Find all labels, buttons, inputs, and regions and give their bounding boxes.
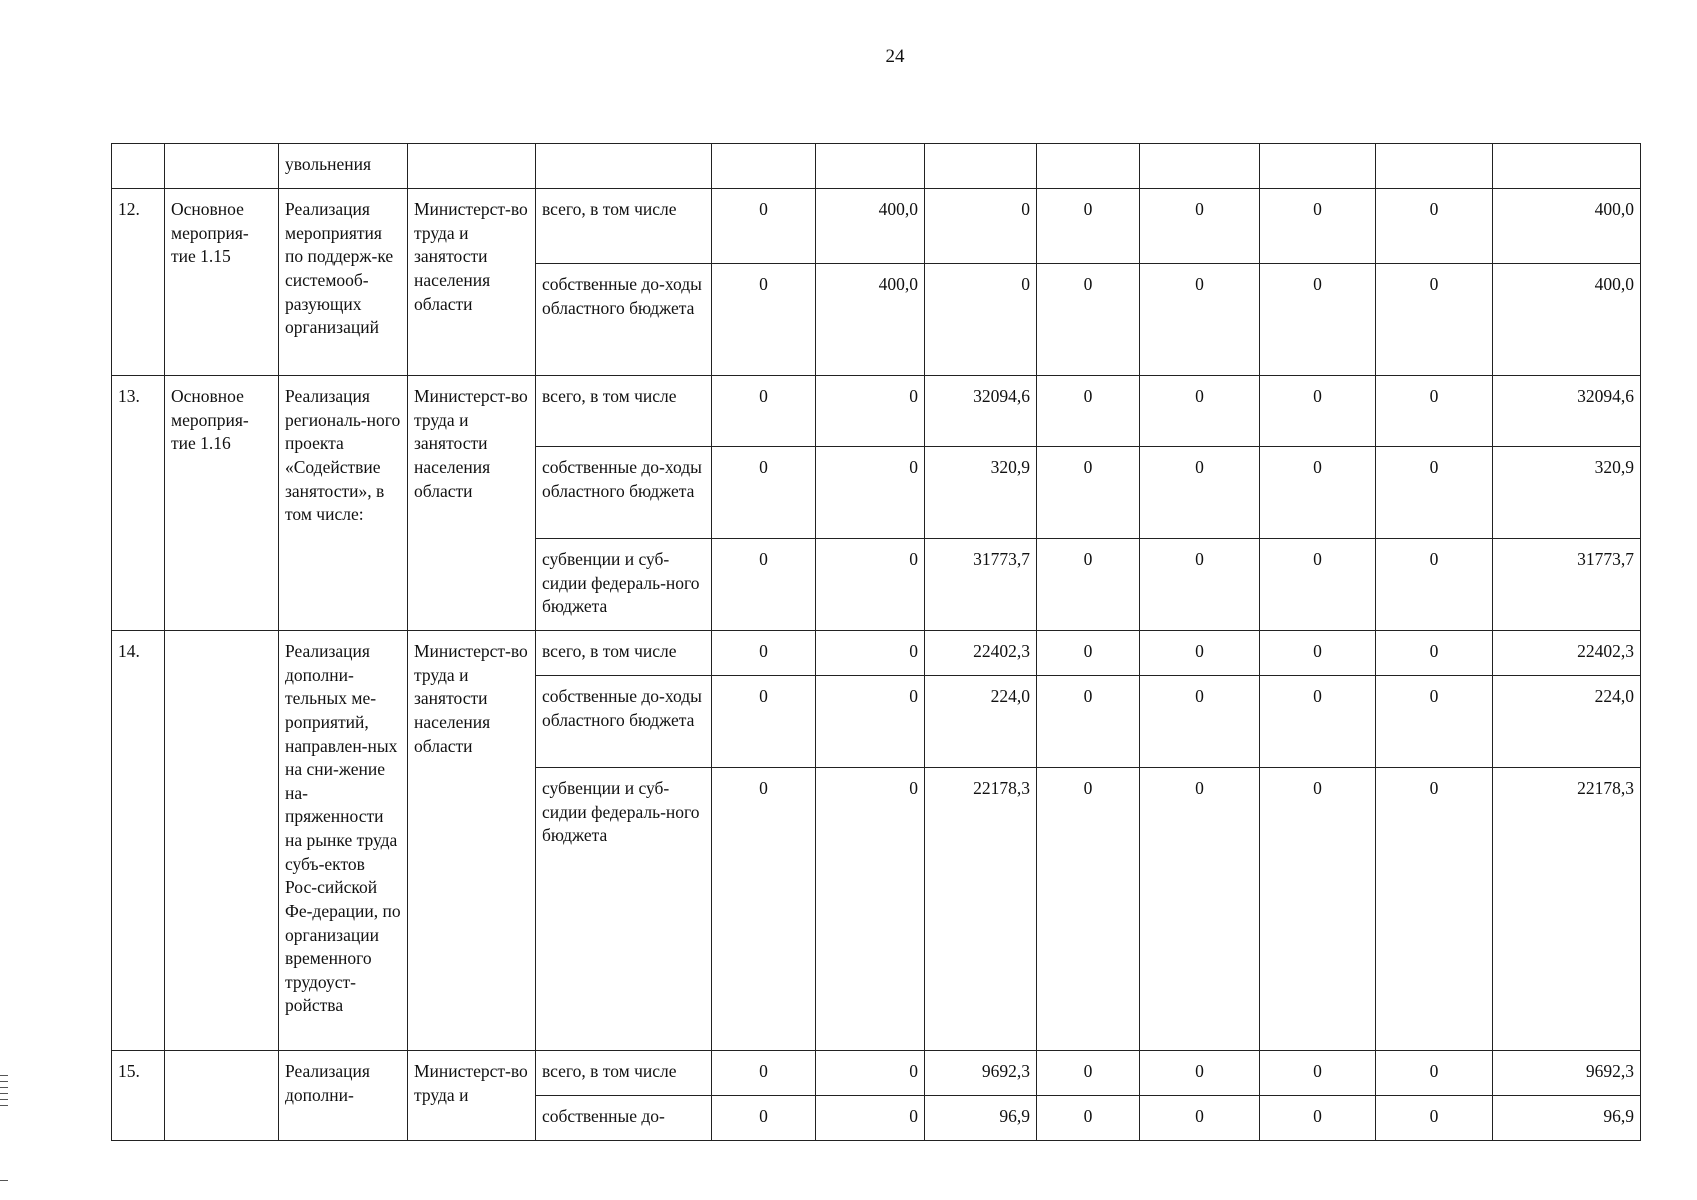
row-executor: Министерст-во труда и занятости населения области [408,631,536,1051]
amount-cell: 0 [712,447,816,539]
amount-cell: 0 [925,189,1037,264]
row-event: Основное мероприя-тие 1.15 [165,189,279,376]
margin-mark [0,1081,8,1082]
amount-cell: 0 [1376,189,1493,264]
amount-cell: 0 [1037,189,1140,264]
row-event [165,631,279,1051]
amount-cell: 22178,3 [1493,768,1641,1051]
amount-cell: 0 [1260,447,1376,539]
margin-mark [0,1087,8,1088]
amount-cell: 0 [816,768,925,1051]
amount-cell: 0 [1140,768,1260,1051]
budget-table [111,143,1641,1141]
amount-cell: 0 [712,539,816,631]
amount-cell: 0 [1376,447,1493,539]
funding-source: собственные до- [536,1096,712,1141]
row-name: Реализация дополни- [279,1051,408,1141]
row-index: 13. [112,376,165,631]
amount-cell: 0 [1376,676,1493,768]
amount-cell: 224,0 [925,676,1037,768]
amount-cell: 0 [1376,1096,1493,1141]
amount-cell: 0 [712,189,816,264]
row-event: Основное мероприя-тие 1.16 [165,376,279,631]
amount-cell: 0 [1140,1051,1260,1096]
amount-cell: 0 [1260,676,1376,768]
amount-cell: 0 [1037,676,1140,768]
margin-mark [0,1105,8,1106]
amount-cell: 0 [1140,1096,1260,1141]
funding-source: субвенции и суб-сидии федераль-ного бюджета [536,768,712,1051]
amount-cell: 0 [1140,376,1260,447]
margin-mark [0,1099,8,1100]
amount-cell: 0 [816,1096,925,1141]
amount-cell: 320,9 [925,447,1037,539]
amount-cell: 0 [712,376,816,447]
amount-cell: 0 [816,539,925,631]
amount-cell: 0 [816,447,925,539]
amount-cell: 0 [1260,1096,1376,1141]
row-name: Реализация мероприятия по поддерж-ке системооб-разующих организаций [279,189,408,376]
amount-cell: 0 [1037,768,1140,1051]
amount-cell: 0 [1140,676,1260,768]
amount-cell: 22402,3 [1493,631,1641,676]
amount-cell: 0 [816,631,925,676]
amount-cell: 0 [712,768,816,1051]
table-row [112,376,1641,447]
amount-cell: 0 [1376,539,1493,631]
table-row [112,1051,1641,1096]
row-name: Реализация дополни-тельных ме-роприятий, направлен-ных на сни-жение на-пряженности на рынке труда субъ-ектов Рос-сийской Фе-дерации, по организации временного трудоуст-ройства [279,631,408,1051]
funding-source: субвенции и суб-сидии федераль-ного бюджета [536,539,712,631]
amount-cell: 400,0 [816,189,925,264]
amount-cell: 0 [712,676,816,768]
margin-mark [0,1075,8,1076]
amount-cell: 0 [1037,1096,1140,1141]
amount-cell: 0 [1376,1051,1493,1096]
amount-cell: 0 [1037,376,1140,447]
amount-cell: 0 [1140,189,1260,264]
amount-cell: 0 [1037,447,1140,539]
funding-source: собственные до-ходы областного бюджета [536,264,712,376]
amount-cell: 22178,3 [925,768,1037,1051]
amount-cell: 9692,3 [925,1051,1037,1096]
funding-source: собственные до-ходы областного бюджета [536,447,712,539]
row-executor: Министерст-во труда и занятости населения области [408,376,536,631]
amount-cell: 0 [712,264,816,376]
amount-cell: 31773,7 [925,539,1037,631]
funding-source: всего, в том числе [536,189,712,264]
amount-cell: 0 [1140,539,1260,631]
amount-cell: 0 [1260,189,1376,264]
amount-cell: 224,0 [1493,676,1641,768]
amount-cell: 0 [925,264,1037,376]
amount-cell: 22402,3 [925,631,1037,676]
margin-mark [0,1093,8,1094]
amount-cell: 0 [1376,631,1493,676]
amount-cell: 0 [1037,631,1140,676]
row-index: 12. [112,189,165,376]
funding-source: всего, в том числе [536,631,712,676]
funding-source: всего, в том числе [536,1051,712,1096]
amount-cell: 320,9 [1493,447,1641,539]
row-index: 14. [112,631,165,1051]
amount-cell: 0 [1376,376,1493,447]
page-number: 24 [885,46,905,67]
amount-cell: 0 [1260,539,1376,631]
amount-cell: 0 [816,676,925,768]
amount-cell: 0 [816,376,925,447]
amount-cell: 32094,6 [1493,376,1641,447]
amount-cell: 0 [712,1096,816,1141]
amount-cell: 400,0 [816,264,925,376]
amount-cell: 0 [1037,264,1140,376]
amount-cell: 0 [1037,1051,1140,1096]
amount-cell: 96,9 [925,1096,1037,1141]
amount-cell: 0 [1140,264,1260,376]
continuation-row [112,144,1641,189]
row-event [165,1051,279,1141]
amount-cell: 0 [1376,264,1493,376]
amount-cell: 0 [1260,631,1376,676]
row-executor: Министерст-во труда и [408,1051,536,1141]
amount-cell: 0 [1376,768,1493,1051]
amount-cell: 32094,6 [925,376,1037,447]
row-index: 15. [112,1051,165,1141]
amount-cell: 9692,3 [1493,1051,1641,1096]
amount-cell: 0 [712,1051,816,1096]
amount-cell: 0 [1140,631,1260,676]
amount-cell: 400,0 [1493,264,1641,376]
amount-cell: 0 [1260,1051,1376,1096]
amount-cell: 96,9 [1493,1096,1641,1141]
funding-source: всего, в том числе [536,376,712,447]
amount-cell: 0 [1260,264,1376,376]
row-executor: Министерст-во труда и занятости населения области [408,189,536,376]
amount-cell: 0 [712,631,816,676]
row-name: Реализация региональ-ного проекта «Содействие занятости», в том числе: [279,376,408,631]
table-row [112,631,1641,676]
amount-cell: 400,0 [1493,189,1641,264]
amount-cell: 0 [1260,768,1376,1051]
funding-source: собственные до-ходы областного бюджета [536,676,712,768]
margin-mark [0,1180,8,1181]
continuation-text: увольнения [279,144,408,189]
amount-cell: 31773,7 [1493,539,1641,631]
table-row [112,189,1641,264]
amount-cell: 0 [1037,539,1140,631]
amount-cell: 0 [1260,376,1376,447]
amount-cell: 0 [1140,447,1260,539]
amount-cell: 0 [816,1051,925,1096]
